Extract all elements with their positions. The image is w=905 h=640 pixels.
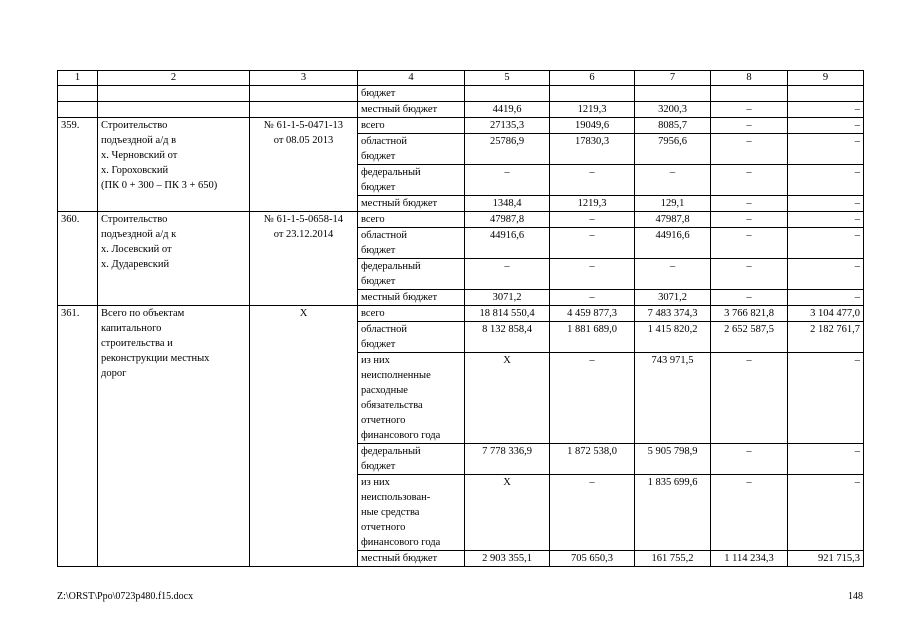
table-body bbox=[58, 86, 864, 567]
cell-line: бюджет bbox=[361, 461, 396, 472]
budget-cell bbox=[358, 212, 465, 228]
budget-cell bbox=[358, 134, 465, 165]
cell-line: Х bbox=[299, 308, 308, 319]
cell-line: бюджет bbox=[361, 88, 396, 99]
value-cell: – bbox=[711, 118, 788, 134]
cell-line: местный бюджет bbox=[361, 292, 438, 303]
value-cell: 3200,3 bbox=[635, 102, 711, 118]
name-cell bbox=[98, 306, 250, 567]
value-cell: – bbox=[550, 259, 635, 290]
header-row bbox=[58, 71, 864, 86]
cell-line: № 61-1-5-0658-14 bbox=[263, 214, 344, 225]
doc-cell bbox=[250, 118, 358, 212]
column-header: 4 bbox=[358, 71, 465, 86]
value-cell: – bbox=[711, 196, 788, 212]
value-cell: 19049,6 bbox=[550, 118, 635, 134]
cell-line: бюджет bbox=[361, 339, 396, 350]
value-cell: – bbox=[465, 259, 550, 290]
value-cell: – bbox=[635, 259, 711, 290]
cell-line: федеральный bbox=[361, 167, 421, 178]
value-cell: 1 114 234,3 bbox=[711, 551, 788, 567]
budget-cell bbox=[358, 322, 465, 353]
value-cell: 921 715,3 bbox=[788, 551, 864, 567]
name-cell bbox=[98, 118, 250, 212]
value-cell: 705 650,3 bbox=[550, 551, 635, 567]
cell-line: финансового года bbox=[361, 537, 441, 548]
value-cell: – bbox=[788, 475, 864, 551]
value-cell: – bbox=[788, 228, 864, 259]
value-cell: 161 755,2 bbox=[635, 551, 711, 567]
table-row bbox=[58, 306, 864, 322]
doc-cell bbox=[250, 86, 358, 102]
value-cell: – bbox=[711, 475, 788, 551]
cell-line: всего bbox=[361, 308, 385, 319]
budget-table bbox=[57, 70, 864, 567]
value-cell: – bbox=[711, 134, 788, 165]
cell-line: местный бюджет bbox=[361, 553, 438, 564]
budget-cell bbox=[358, 165, 465, 196]
budget-cell bbox=[358, 290, 465, 306]
budget-cell bbox=[358, 306, 465, 322]
value-cell: 1 415 820,2 bbox=[635, 322, 711, 353]
value-cell: 7956,6 bbox=[635, 134, 711, 165]
value-cell: – bbox=[788, 212, 864, 228]
value-cell: 1 881 689,0 bbox=[550, 322, 635, 353]
column-header: 1 bbox=[58, 71, 98, 86]
value-cell: – bbox=[550, 228, 635, 259]
cell-line: подъездной а/д к bbox=[101, 229, 177, 240]
value-cell bbox=[635, 86, 711, 102]
page-number: 148 bbox=[848, 591, 863, 602]
value-cell: 8 132 858,4 bbox=[465, 322, 550, 353]
value-cell: 3 766 821,8 bbox=[711, 306, 788, 322]
table-row bbox=[58, 212, 864, 228]
cell-line: всего bbox=[361, 214, 385, 225]
cell-line: х. Дударевский bbox=[101, 259, 170, 270]
value-cell: – bbox=[711, 353, 788, 444]
value-cell: – bbox=[788, 259, 864, 290]
number-cell: 360. bbox=[58, 212, 98, 306]
doc-cell bbox=[250, 102, 358, 118]
cell-line: Строительство bbox=[101, 120, 168, 131]
value-cell: Х bbox=[465, 475, 550, 551]
value-cell: 1 872 538,0 bbox=[550, 444, 635, 475]
value-cell: 5 905 798,9 bbox=[635, 444, 711, 475]
cell-line: № 61-1-5-0471-13 bbox=[263, 120, 344, 131]
cell-line: ные средства bbox=[361, 507, 420, 518]
value-cell: 8085,7 bbox=[635, 118, 711, 134]
cell-line: областной bbox=[361, 136, 407, 147]
cell-line: от 08.05 2013 bbox=[273, 135, 334, 146]
cell-line: подъездной а/д в bbox=[101, 135, 177, 146]
value-cell: – bbox=[711, 165, 788, 196]
cell-line: х. Гороховский bbox=[101, 165, 169, 176]
cell-line: из них bbox=[361, 477, 390, 488]
value-cell: – bbox=[550, 165, 635, 196]
value-cell: – bbox=[788, 134, 864, 165]
value-cell: – bbox=[788, 118, 864, 134]
budget-cell bbox=[358, 259, 465, 290]
value-cell: 7 778 336,9 bbox=[465, 444, 550, 475]
value-cell: – bbox=[788, 290, 864, 306]
cell-line: всего bbox=[361, 120, 385, 131]
column-header: 9 bbox=[788, 71, 864, 86]
value-cell: 3071,2 bbox=[465, 290, 550, 306]
column-header: 3 bbox=[250, 71, 358, 86]
cell-line: отчетного bbox=[361, 522, 406, 533]
column-header: 8 bbox=[711, 71, 788, 86]
column-header: 7 bbox=[635, 71, 711, 86]
cell-line: бюджет bbox=[361, 276, 396, 287]
value-cell: – bbox=[711, 444, 788, 475]
cell-line: Всего по объектам bbox=[101, 308, 185, 319]
budget-cell bbox=[358, 353, 465, 444]
doc-cell bbox=[250, 212, 358, 306]
value-cell: – bbox=[711, 259, 788, 290]
cell-line: (ПК 0 + 300 – ПК 3 + 650) bbox=[101, 180, 218, 191]
table-row bbox=[58, 102, 864, 118]
cell-line: федеральный bbox=[361, 446, 421, 457]
value-cell: – bbox=[550, 353, 635, 444]
number-cell: 359. bbox=[58, 118, 98, 212]
value-cell: 18 814 550,4 bbox=[465, 306, 550, 322]
doc-cell bbox=[250, 306, 358, 567]
value-cell: 1348,4 bbox=[465, 196, 550, 212]
cell-line: областной bbox=[361, 230, 407, 241]
value-cell: 129,1 bbox=[635, 196, 711, 212]
value-cell: – bbox=[788, 196, 864, 212]
cell-line: х. Черновский от bbox=[101, 150, 178, 161]
cell-line: неисполненные bbox=[361, 370, 431, 381]
cell-line: финансового года bbox=[361, 430, 441, 441]
value-cell: 1219,3 bbox=[550, 102, 635, 118]
cell-line: дорог bbox=[101, 368, 127, 379]
value-cell: 2 652 587,5 bbox=[711, 322, 788, 353]
cell-line: бюджет bbox=[361, 151, 396, 162]
budget-cell bbox=[358, 196, 465, 212]
value-cell: 27135,3 bbox=[465, 118, 550, 134]
value-cell: – bbox=[711, 212, 788, 228]
cell-line: реконструкции местных bbox=[101, 353, 210, 364]
value-cell: – bbox=[788, 353, 864, 444]
value-cell: – bbox=[635, 165, 711, 196]
value-cell: – bbox=[711, 102, 788, 118]
value-cell: 1 835 699,6 bbox=[635, 475, 711, 551]
value-cell: 3071,2 bbox=[635, 290, 711, 306]
cell-line: из них bbox=[361, 355, 390, 366]
number-cell bbox=[58, 86, 98, 102]
value-cell bbox=[550, 86, 635, 102]
value-cell: Х bbox=[465, 353, 550, 444]
value-cell: – bbox=[465, 165, 550, 196]
cell-line: местный бюджет bbox=[361, 198, 438, 209]
budget-cell bbox=[358, 551, 465, 567]
value-cell: 47987,8 bbox=[635, 212, 711, 228]
column-header: 5 bbox=[465, 71, 550, 86]
cell-line: отчетного bbox=[361, 415, 406, 426]
budget-cell bbox=[358, 475, 465, 551]
cell-line: х. Лосевский от bbox=[101, 244, 172, 255]
name-cell bbox=[98, 212, 250, 306]
cell-line: Строительство bbox=[101, 214, 168, 225]
budget-cell bbox=[358, 228, 465, 259]
column-header: 6 bbox=[550, 71, 635, 86]
value-cell: 44916,6 bbox=[635, 228, 711, 259]
value-cell bbox=[465, 86, 550, 102]
cell-line: бюджет bbox=[361, 182, 396, 193]
file-path: Z:\ORST\Ppo\0723p480.f15.docx bbox=[57, 591, 194, 602]
value-cell: 25786,9 bbox=[465, 134, 550, 165]
value-cell: 17830,3 bbox=[550, 134, 635, 165]
value-cell: – bbox=[550, 212, 635, 228]
value-cell: 44916,6 bbox=[465, 228, 550, 259]
cell-line: капитального bbox=[101, 323, 162, 334]
table-row bbox=[58, 86, 864, 102]
table-row bbox=[58, 118, 864, 134]
value-cell: – bbox=[711, 290, 788, 306]
value-cell: 1219,3 bbox=[550, 196, 635, 212]
budget-cell bbox=[358, 444, 465, 475]
value-cell: – bbox=[788, 102, 864, 118]
value-cell bbox=[788, 86, 864, 102]
cell-line: федеральный bbox=[361, 261, 421, 272]
cell-line: от 23.12.2014 bbox=[273, 229, 334, 240]
value-cell: 4419,6 bbox=[465, 102, 550, 118]
value-cell: 3 104 477,0 bbox=[788, 306, 864, 322]
value-cell: 7 483 374,3 bbox=[635, 306, 711, 322]
value-cell: 743 971,5 bbox=[635, 353, 711, 444]
cell-line: неиспользован- bbox=[361, 492, 431, 503]
column-header: 2 bbox=[98, 71, 250, 86]
value-cell: 47987,8 bbox=[465, 212, 550, 228]
name-cell bbox=[98, 86, 250, 102]
cell-line: строительства и bbox=[101, 338, 173, 349]
cell-line: областной bbox=[361, 324, 407, 335]
name-cell bbox=[98, 102, 250, 118]
budget-cell bbox=[358, 86, 465, 102]
value-cell: – bbox=[550, 290, 635, 306]
number-cell bbox=[58, 102, 98, 118]
value-cell: – bbox=[788, 444, 864, 475]
value-cell bbox=[711, 86, 788, 102]
value-cell: – bbox=[788, 165, 864, 196]
number-cell: 361. bbox=[58, 306, 98, 567]
cell-line: обязательства bbox=[361, 400, 423, 411]
value-cell: 2 903 355,1 bbox=[465, 551, 550, 567]
value-cell: – bbox=[711, 228, 788, 259]
value-cell: – bbox=[550, 475, 635, 551]
budget-cell bbox=[358, 102, 465, 118]
value-cell: 4 459 877,3 bbox=[550, 306, 635, 322]
cell-line: местный бюджет bbox=[361, 104, 438, 115]
cell-line: расходные bbox=[361, 385, 408, 396]
budget-cell bbox=[358, 118, 465, 134]
cell-line: бюджет bbox=[361, 245, 396, 256]
value-cell: 2 182 761,7 bbox=[788, 322, 864, 353]
